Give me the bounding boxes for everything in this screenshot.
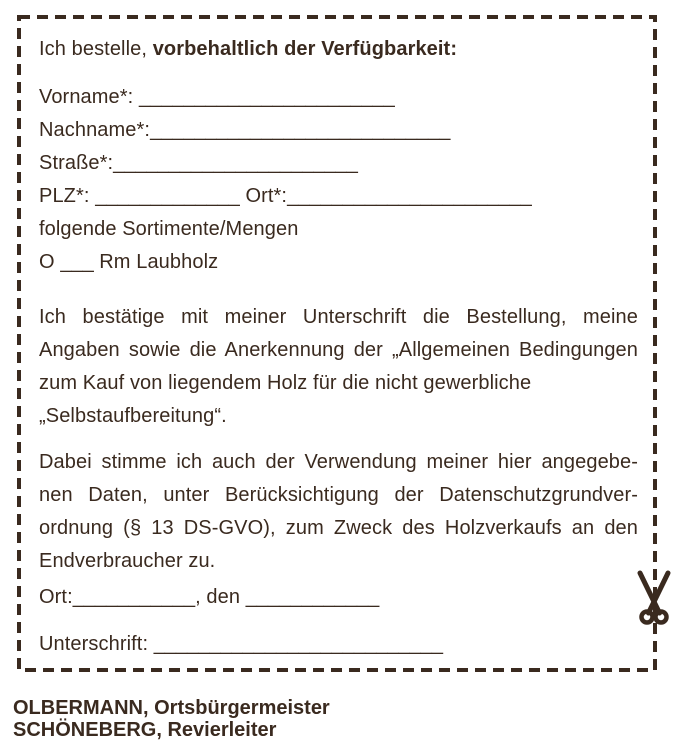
strasse-label: Straße*: xyxy=(39,152,114,174)
unterschrift-line xyxy=(39,628,638,661)
signatories xyxy=(13,697,330,741)
ort-datum-line xyxy=(39,581,638,614)
privacy-paragraph xyxy=(39,446,638,578)
field-strasse xyxy=(39,147,638,180)
vorname-blank-line: _______________________ xyxy=(138,86,395,108)
privacy-line-3: ordnung (§ 13 DS-GVO), zum Zweck des Holzverkaufs an den xyxy=(39,517,638,539)
plz-label: PLZ*: xyxy=(39,185,96,207)
order-coupon xyxy=(17,15,657,672)
datum-blank-line: ____________ xyxy=(245,586,380,608)
nachname-label: Nachname*: xyxy=(39,119,151,141)
privacy-line-1: Dabei stimme ich auch der Verwendung meiner hier angegebe- xyxy=(39,451,638,473)
ort-field-label: Ort: xyxy=(39,586,73,608)
ort-label: Ort*: xyxy=(239,185,288,207)
confirmation-line-1: Ich bestätige mit meiner Unterschrift die Bestellung, meine xyxy=(39,306,638,328)
confirmation-line-3: zum Kauf von liegendem Holz für die nicht gewerbliche xyxy=(39,372,532,394)
sortiment-option-laubholz xyxy=(39,246,638,279)
laubholz-quantity-blank: ___ xyxy=(60,251,100,273)
sortiment-heading: folgende Sortimente/Mengen xyxy=(39,218,299,240)
coupon-content xyxy=(21,19,653,661)
laubholz-option-marker: O xyxy=(39,251,61,273)
intro-emphasis: vorbehaltlich der Verfügbarkeit: xyxy=(152,38,458,60)
intro-text: Ich bestelle, xyxy=(39,38,153,60)
strasse-blank-line: ______________________ xyxy=(113,152,358,174)
unterschrift-label: Unterschrift: xyxy=(39,633,154,655)
privacy-line-4: Endverbraucher zu. xyxy=(39,550,216,572)
vorname-label: Vorname*: xyxy=(39,86,139,108)
signatory-forester: SCHÖNEBERG, Revierleiter xyxy=(13,719,277,741)
field-plz-ort xyxy=(39,180,638,213)
intro-line xyxy=(39,33,638,66)
scissors-icon xyxy=(632,570,676,626)
field-nachname xyxy=(39,114,638,147)
den-label: , den xyxy=(195,586,246,608)
privacy-line-2: nen Daten, unter Berücksichtigung der Datenschutzgrundver- xyxy=(39,484,638,506)
confirmation-line-4: „Selbstaufbereitung“. xyxy=(39,405,227,427)
confirmation-paragraph xyxy=(39,301,638,433)
field-vorname xyxy=(39,81,638,114)
ort-field-blank-line: ___________ xyxy=(72,586,196,608)
laubholz-option-label: Rm Laubholz xyxy=(99,251,219,273)
confirmation-line-2: Angaben sowie die Anerkennung der „Allgemeinen Bedingungen xyxy=(39,339,638,361)
nachname-blank-line: ___________________________ xyxy=(150,119,451,141)
plz-blank-line: _____________ xyxy=(95,185,240,207)
unterschrift-blank-line: __________________________ xyxy=(153,633,443,655)
signatory-mayor: OLBERMANN, Ortsbürgermeister xyxy=(13,697,330,719)
ort-blank-line: ______________________ xyxy=(287,185,532,207)
